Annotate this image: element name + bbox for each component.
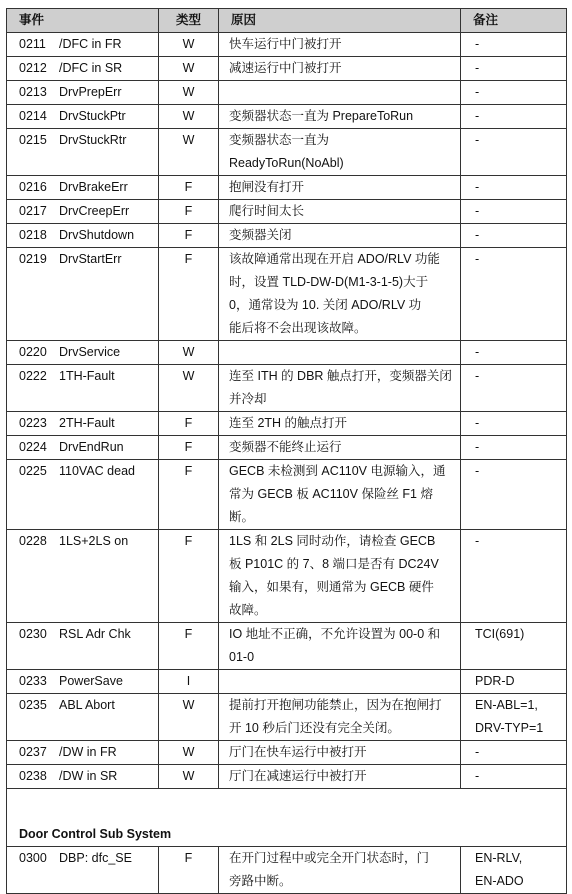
reason-cell bbox=[219, 412, 461, 436]
table-row bbox=[7, 460, 567, 530]
note-cell bbox=[461, 176, 567, 200]
note-line: - bbox=[475, 133, 480, 147]
reason-line: IO 地址不正确，不允许设置为 00-0 和 bbox=[229, 627, 441, 641]
table-row bbox=[7, 81, 567, 105]
type-cell: F bbox=[159, 176, 219, 200]
type-cell: W bbox=[159, 341, 219, 365]
reason-line: 并冷却 bbox=[229, 392, 267, 406]
reason-cell bbox=[219, 847, 461, 894]
event-name: 2TH-Fault bbox=[59, 416, 115, 430]
reason-cell bbox=[219, 200, 461, 224]
note-cell bbox=[461, 224, 567, 248]
event-code: 0217 bbox=[19, 204, 47, 218]
reason-cell bbox=[219, 365, 461, 412]
event-code: 0225 bbox=[19, 464, 47, 478]
reason-cell bbox=[219, 105, 461, 129]
table-row bbox=[7, 530, 567, 623]
type-cell: W bbox=[159, 81, 219, 105]
table-row bbox=[7, 176, 567, 200]
event-code: 0237 bbox=[19, 745, 47, 759]
reason-cell bbox=[219, 341, 461, 365]
event-name: DrvStartErr bbox=[59, 252, 122, 266]
event-cell bbox=[7, 33, 159, 57]
type-cell: F bbox=[159, 412, 219, 436]
note-line: - bbox=[475, 440, 480, 454]
reason-line: 连至 2TH 的触点打开 bbox=[229, 416, 348, 430]
event-code: 0220 bbox=[19, 345, 47, 359]
event-code: 0216 bbox=[19, 180, 47, 194]
type-cell: W bbox=[159, 33, 219, 57]
event-code: 0300 bbox=[19, 851, 47, 865]
event-code: 0219 bbox=[19, 252, 47, 266]
type-cell: F bbox=[159, 436, 219, 460]
reason-line: 在开门过程中或完全开门状态时，门 bbox=[229, 851, 430, 865]
event-name: 110VAC dead bbox=[59, 464, 135, 478]
event-name: DrvEndRun bbox=[59, 440, 124, 454]
fault-code-table bbox=[6, 8, 567, 894]
event-name: /DFC in SR bbox=[59, 61, 123, 75]
type-cell: F bbox=[159, 847, 219, 894]
note-cell bbox=[461, 741, 567, 765]
event-code: 0223 bbox=[19, 416, 47, 430]
event-cell bbox=[7, 341, 159, 365]
note-line: - bbox=[475, 369, 480, 383]
event-cell bbox=[7, 105, 159, 129]
event-cell bbox=[7, 694, 159, 741]
section-body bbox=[7, 789, 567, 894]
note-line: - bbox=[475, 416, 480, 430]
note-cell bbox=[461, 33, 567, 57]
type-cell: F bbox=[159, 248, 219, 341]
header-note: 备注 bbox=[461, 9, 567, 33]
note-cell bbox=[461, 765, 567, 789]
event-code: 0211 bbox=[19, 37, 46, 51]
note-line: - bbox=[475, 769, 480, 783]
note-line: - bbox=[475, 464, 480, 478]
table-header-row bbox=[7, 9, 567, 33]
event-cell bbox=[7, 57, 159, 81]
reason-line: 厅门在减速运行中被打开 bbox=[229, 769, 367, 783]
type-cell: F bbox=[159, 200, 219, 224]
reason-cell bbox=[219, 33, 461, 57]
reason-line: 能后将不会出现该故障。 bbox=[229, 321, 367, 335]
note-cell bbox=[461, 200, 567, 224]
reason-line: 故障。 bbox=[229, 603, 267, 617]
note-line: - bbox=[475, 180, 480, 194]
note-line: - bbox=[475, 85, 480, 99]
event-cell bbox=[7, 129, 159, 176]
type-cell: F bbox=[159, 224, 219, 248]
event-cell bbox=[7, 176, 159, 200]
table-row bbox=[7, 670, 567, 694]
event-code: 0215 bbox=[19, 133, 47, 147]
table-row bbox=[7, 200, 567, 224]
event-cell bbox=[7, 765, 159, 789]
note-cell bbox=[461, 847, 567, 894]
table-row bbox=[7, 694, 567, 741]
event-name: DrvStuckPtr bbox=[59, 109, 126, 123]
event-code: 0214 bbox=[19, 109, 47, 123]
event-code: 0212 bbox=[19, 61, 47, 75]
reason-cell bbox=[219, 81, 461, 105]
event-cell bbox=[7, 847, 159, 894]
event-cell bbox=[7, 436, 159, 460]
note-line: - bbox=[475, 534, 480, 548]
event-cell bbox=[7, 460, 159, 530]
reason-cell bbox=[219, 176, 461, 200]
event-name: 1TH-Fault bbox=[59, 369, 115, 383]
header-type: 类型 bbox=[159, 9, 219, 33]
table-row bbox=[7, 623, 567, 670]
note-line: - bbox=[475, 109, 480, 123]
table-row bbox=[7, 341, 567, 365]
reason-line: 该故障通常出现在开启 ADO/RLV 功能 bbox=[229, 252, 440, 266]
reason-line: 0，通常设为 10. 关闭 ADO/RLV 功 bbox=[229, 298, 422, 312]
note-line: EN-ABL=1, bbox=[475, 698, 538, 712]
note-cell bbox=[461, 365, 567, 412]
table-row bbox=[7, 129, 567, 176]
reason-line: 变频器不能终止运行 bbox=[229, 440, 342, 454]
reason-line: 减速运行中门被打开 bbox=[229, 61, 342, 75]
event-name: DrvBrakeErr bbox=[59, 180, 128, 194]
event-cell bbox=[7, 81, 159, 105]
type-cell: F bbox=[159, 623, 219, 670]
event-code: 0213 bbox=[19, 85, 47, 99]
table-row bbox=[7, 436, 567, 460]
note-line: PDR-D bbox=[475, 674, 515, 688]
reason-line: 爬行时间太长 bbox=[229, 204, 305, 218]
reason-line: 板 P101C 的 7、8 端口是否有 DC24V bbox=[229, 557, 439, 571]
note-line: - bbox=[475, 252, 480, 266]
event-code: 0222 bbox=[19, 369, 47, 383]
event-cell bbox=[7, 200, 159, 224]
event-name: DrvService bbox=[59, 345, 121, 359]
event-code: 0230 bbox=[19, 627, 47, 641]
event-code: 0224 bbox=[19, 440, 47, 454]
event-cell bbox=[7, 412, 159, 436]
note-cell bbox=[461, 129, 567, 176]
type-cell: W bbox=[159, 129, 219, 176]
section-title-row bbox=[7, 823, 567, 847]
event-cell bbox=[7, 248, 159, 341]
table-row bbox=[7, 412, 567, 436]
event-name: 1LS+2LS on bbox=[59, 534, 129, 548]
note-line: - bbox=[475, 204, 480, 218]
reason-line: 厅门在快车运行中被打开 bbox=[229, 745, 367, 759]
table-row bbox=[7, 57, 567, 81]
event-name: DrvShutdown bbox=[59, 228, 135, 242]
reason-line: 变频器状态一直为 bbox=[229, 133, 330, 147]
event-name: /DFC in FR bbox=[59, 37, 122, 51]
event-name: DrvCreepErr bbox=[59, 204, 130, 218]
event-name: DrvPrepErr bbox=[59, 85, 122, 99]
note-line: - bbox=[475, 228, 480, 242]
note-cell bbox=[461, 341, 567, 365]
event-cell bbox=[7, 365, 159, 412]
reason-line: 旁路中断。 bbox=[229, 874, 292, 888]
note-line: TCI(691) bbox=[475, 627, 525, 641]
type-cell: F bbox=[159, 530, 219, 623]
event-name: DrvStuckRtr bbox=[59, 133, 127, 147]
note-cell bbox=[461, 460, 567, 530]
type-cell: W bbox=[159, 765, 219, 789]
event-name: ABL Abort bbox=[59, 698, 115, 712]
reason-line: 连至 ITH 的 DBR 触点打开，变频器关闭 bbox=[229, 369, 452, 383]
event-name: RSL Adr Chk bbox=[59, 627, 131, 641]
type-cell: I bbox=[159, 670, 219, 694]
reason-cell bbox=[219, 248, 461, 341]
reason-cell bbox=[219, 57, 461, 81]
reason-cell bbox=[219, 129, 461, 176]
note-line: - bbox=[475, 61, 480, 75]
event-code: 0235 bbox=[19, 698, 47, 712]
reason-line: 01-0 bbox=[229, 650, 255, 664]
type-cell: W bbox=[159, 105, 219, 129]
table-row bbox=[7, 365, 567, 412]
reason-line: 常为 GECB 板 AC110V 保险丝 F1 熔断。 bbox=[229, 487, 433, 524]
reason-line: ReadyToRun(NoAbl) bbox=[229, 156, 344, 170]
event-cell bbox=[7, 530, 159, 623]
note-cell bbox=[461, 105, 567, 129]
table-row bbox=[7, 224, 567, 248]
reason-cell bbox=[219, 460, 461, 530]
reason-cell bbox=[219, 623, 461, 670]
reason-line: 1LS 和 2LS 同时动作，请检查 GECB bbox=[229, 534, 436, 548]
event-name: /DW in FR bbox=[59, 745, 117, 759]
note-cell bbox=[461, 81, 567, 105]
note-cell bbox=[461, 436, 567, 460]
note-line: DRV-TYP=1 bbox=[475, 721, 544, 735]
table-row bbox=[7, 33, 567, 57]
table-row bbox=[7, 741, 567, 765]
reason-cell bbox=[219, 670, 461, 694]
type-cell: W bbox=[159, 741, 219, 765]
event-cell bbox=[7, 224, 159, 248]
event-code: 0228 bbox=[19, 534, 47, 548]
note-line: - bbox=[475, 745, 480, 759]
type-cell: W bbox=[159, 365, 219, 412]
event-name: DBP: dfc_SE bbox=[59, 851, 132, 865]
reason-line: 快车运行中门被打开 bbox=[229, 37, 342, 51]
table-body bbox=[7, 33, 567, 789]
reason-cell bbox=[219, 741, 461, 765]
reason-cell bbox=[219, 530, 461, 623]
reason-line: 变频器关闭 bbox=[229, 228, 292, 242]
table-row bbox=[7, 105, 567, 129]
event-name: /DW in SR bbox=[59, 769, 118, 783]
reason-line: 开 10 秒后门还没有完全关闭。 bbox=[229, 721, 400, 735]
reason-line: GECB 未检测到 AC110V 电源输入，通 bbox=[229, 464, 446, 478]
event-code: 0238 bbox=[19, 769, 47, 783]
note-cell bbox=[461, 670, 567, 694]
note-cell bbox=[461, 623, 567, 670]
section-title: Door Control Sub System bbox=[7, 823, 567, 847]
event-code: 0218 bbox=[19, 228, 47, 242]
reason-line: 时，设置 TLD-DW-D(M1-3-1-5)大于 bbox=[229, 275, 429, 289]
event-cell bbox=[7, 623, 159, 670]
note-line: - bbox=[475, 345, 480, 359]
event-cell bbox=[7, 670, 159, 694]
reason-line: 输入，如果有，则通常为 GECB 硬件 bbox=[229, 580, 434, 594]
reason-cell bbox=[219, 694, 461, 741]
table-row bbox=[7, 765, 567, 789]
reason-cell bbox=[219, 224, 461, 248]
note-cell bbox=[461, 57, 567, 81]
note-line: EN-ADO bbox=[475, 874, 524, 888]
type-cell: W bbox=[159, 57, 219, 81]
note-cell bbox=[461, 694, 567, 741]
reason-line: 提前打开抱闸功能禁止，因为在抱闸打 bbox=[229, 698, 442, 712]
note-cell bbox=[461, 530, 567, 623]
event-code: 0233 bbox=[19, 674, 47, 688]
type-cell: W bbox=[159, 694, 219, 741]
reason-cell bbox=[219, 765, 461, 789]
type-cell: F bbox=[159, 460, 219, 530]
table-row bbox=[7, 847, 567, 894]
header-event: 事件 bbox=[7, 9, 159, 33]
event-cell bbox=[7, 741, 159, 765]
note-line: - bbox=[475, 37, 480, 51]
table-row bbox=[7, 248, 567, 341]
reason-line: 抱闸没有打开 bbox=[229, 180, 305, 194]
section-spacer-row bbox=[7, 789, 567, 824]
note-cell bbox=[461, 248, 567, 341]
note-line: EN-RLV, bbox=[475, 851, 523, 865]
note-cell bbox=[461, 412, 567, 436]
reason-line: 变频器状态一直为 PrepareToRun bbox=[229, 109, 414, 123]
event-name: PowerSave bbox=[59, 674, 123, 688]
reason-cell bbox=[219, 436, 461, 460]
header-reason: 原因 bbox=[219, 9, 461, 33]
